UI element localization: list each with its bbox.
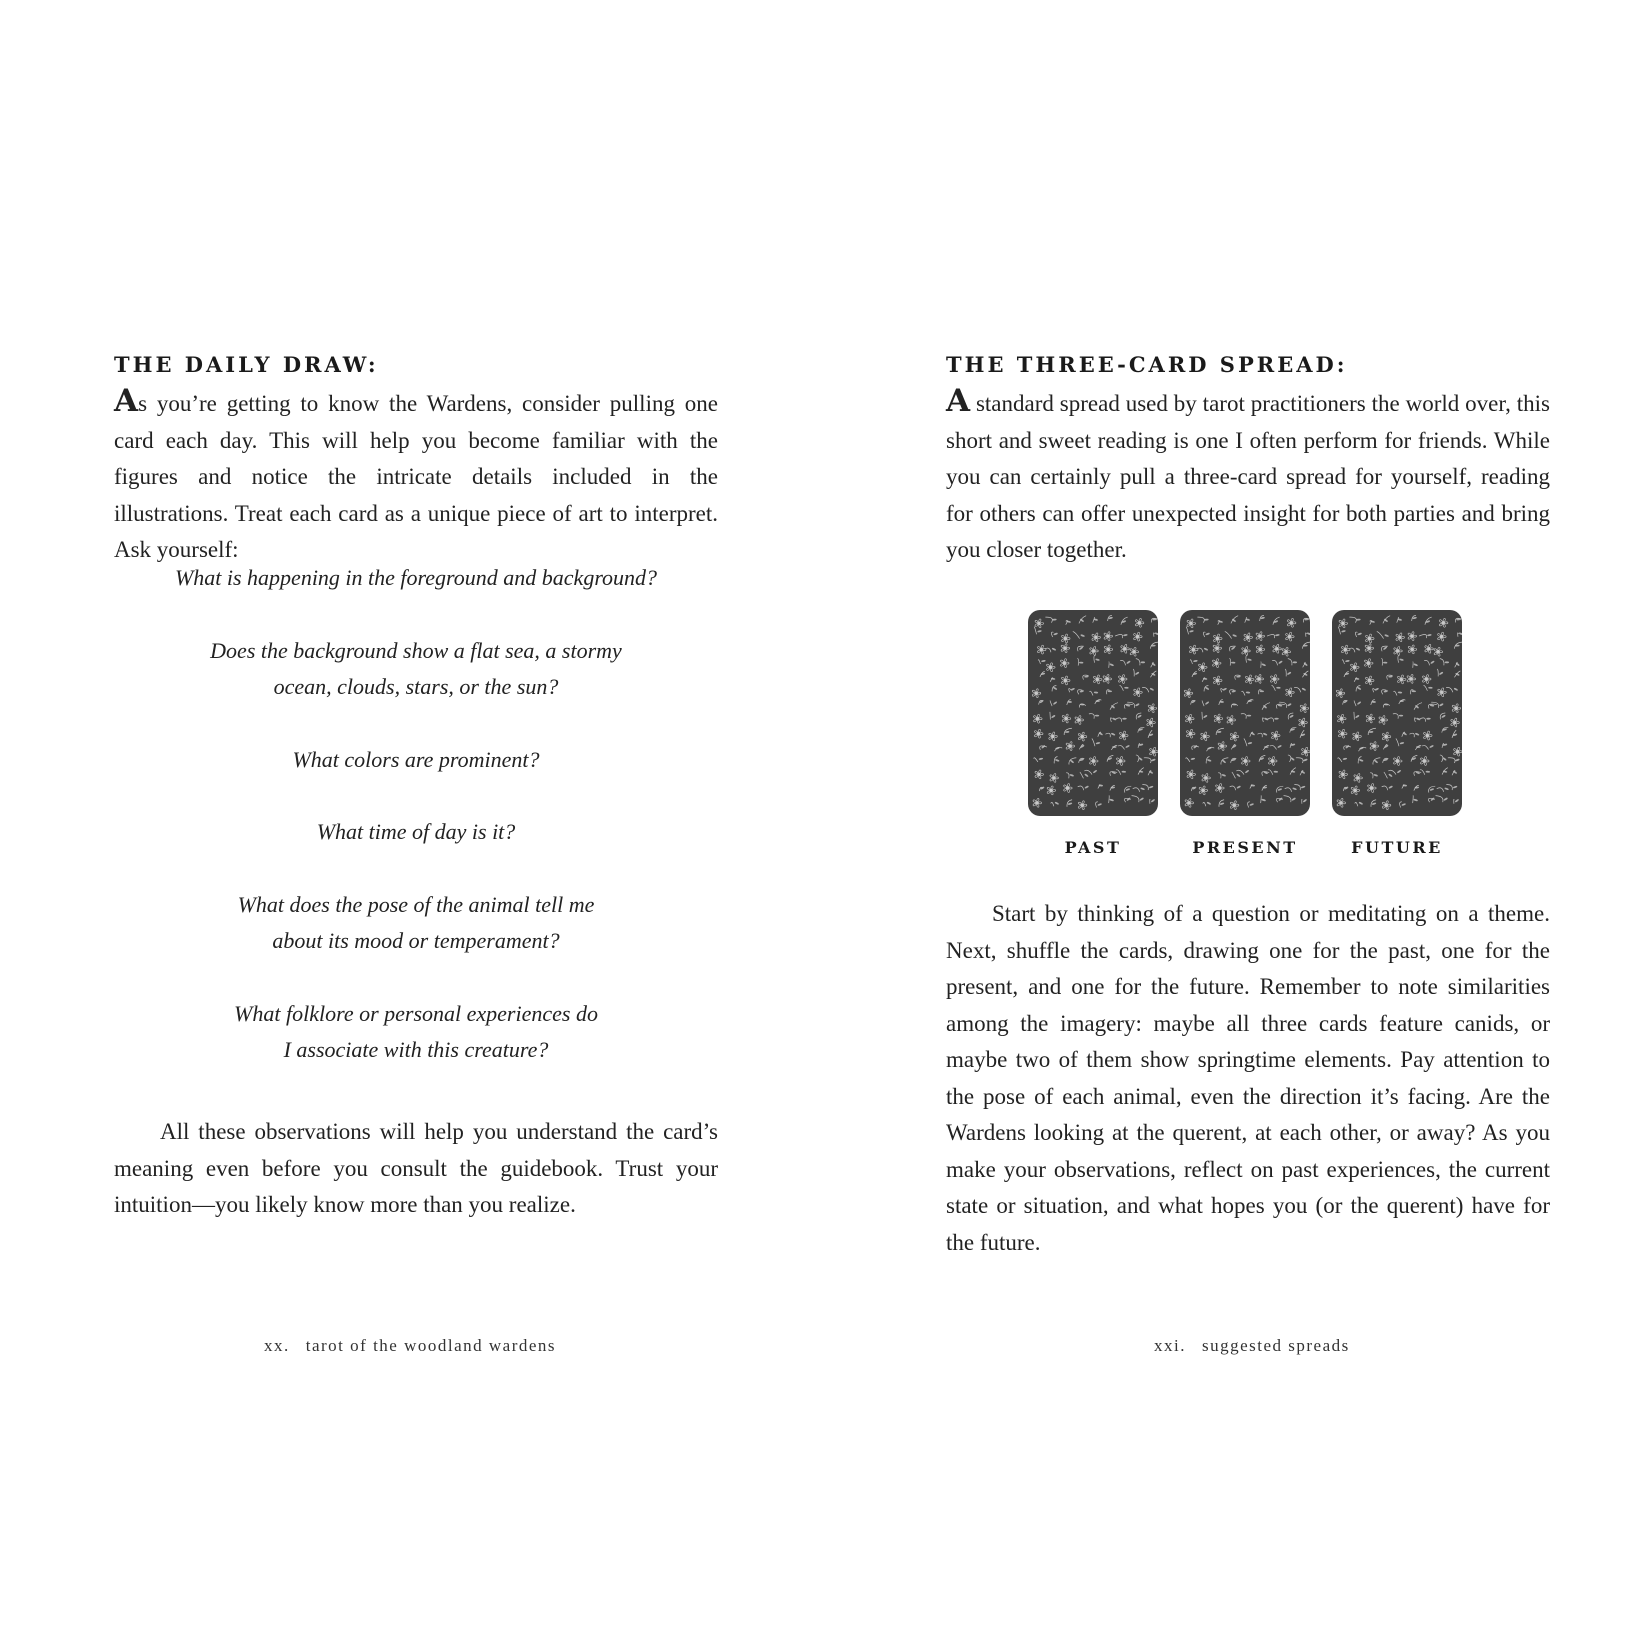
floral-pattern-icon [1180, 610, 1310, 816]
reflection-questions [114, 560, 718, 1105]
daily-draw-heading: THE DAILY DRAW: [114, 352, 379, 377]
question-line: What does the pose of the animal tell me [237, 891, 595, 917]
question-line: Does the background show a flat sea, a stormy [210, 637, 622, 663]
card-slot-present [1180, 610, 1310, 857]
page-number: xxi. [1154, 1336, 1186, 1355]
card-position-label: PRESENT [1192, 838, 1298, 857]
three-card-spread-heading: THE THREE-CARD SPREAD: [946, 352, 1348, 377]
reflection-question [114, 887, 718, 960]
tarot-card-back [1332, 610, 1462, 816]
page-number: xx. [264, 1336, 290, 1355]
daily-draw-closing: All these observations will help you understand the card’s meaning even before you consult the guidebook. Trust your intuition—you likely know more than you realize. [114, 1119, 718, 1217]
question-line: I associate with this creature? [283, 1037, 549, 1062]
left-page-footer [264, 1336, 556, 1356]
reflection-question [114, 996, 718, 1069]
three-card-spread-intro [946, 383, 1550, 569]
card-position-label: PAST [1064, 838, 1122, 857]
running-title: suggested spreads [1201, 1336, 1350, 1355]
card-slot-past [1028, 610, 1158, 857]
daily-draw-intro [114, 383, 718, 569]
three-card-spread-intro-text: standard spread used by tarot practitioners the world over, this short and sweet reading is one I often perform for friends. While you can certainly pull a three-card spread for yourself, reading for others can offer unexpected insight for both parties and bring you closer together. [946, 391, 1550, 562]
drop-cap: A [114, 383, 139, 419]
daily-draw-intro-text: s you’re getting to know the Wardens, consider pulling one card each day. This will help you become familiar with the figures and notice the intricate details included in the illustrations. Treat each card as a unique piece of art to interpret. Ask yourself: [114, 391, 718, 562]
right-page-footer [1154, 1336, 1350, 1356]
floral-pattern-icon [1332, 610, 1462, 816]
question-line: ocean, clouds, stars, or the sun? [273, 674, 559, 699]
reflection-question [114, 814, 718, 851]
tarot-card-back [1028, 610, 1158, 816]
three-card-spread-body: Start by thinking of a question or meditating on a theme. Next, shuffle the cards, drawing one for the past, one for the present, and one for the future. Remember to note similarities among the imagery: maybe all three cards feature canids, or maybe two of them show springtime elements. Pay attention to the pose of each animal, even the direction it’s facing. Are the Wardens looking at the querent, at each other, or away? As you make your observations, reflect on past experiences, the current state or situation, and what hopes you (or the querent) have for the future. [946, 901, 1550, 1255]
question-line: What time of day is it? [316, 819, 516, 844]
reflection-question [114, 633, 718, 706]
reflection-question [114, 560, 718, 597]
three-card-layout [1028, 610, 1490, 860]
right-page [826, 0, 1652, 1652]
question-line: about its mood or temperament? [272, 928, 560, 953]
drop-cap: A [946, 383, 971, 419]
question-line: What colors are prominent? [292, 746, 540, 772]
running-title: tarot of the woodland wardens [305, 1336, 557, 1355]
floral-pattern-icon [1028, 610, 1158, 816]
reflection-question [114, 742, 718, 779]
card-slot-future [1332, 610, 1462, 857]
question-line: What folklore or personal experiences do [234, 1000, 598, 1026]
card-position-label: FUTURE [1351, 838, 1443, 857]
question-line: What is happening in the foreground and background? [174, 565, 658, 590]
tarot-card-back [1180, 610, 1310, 816]
